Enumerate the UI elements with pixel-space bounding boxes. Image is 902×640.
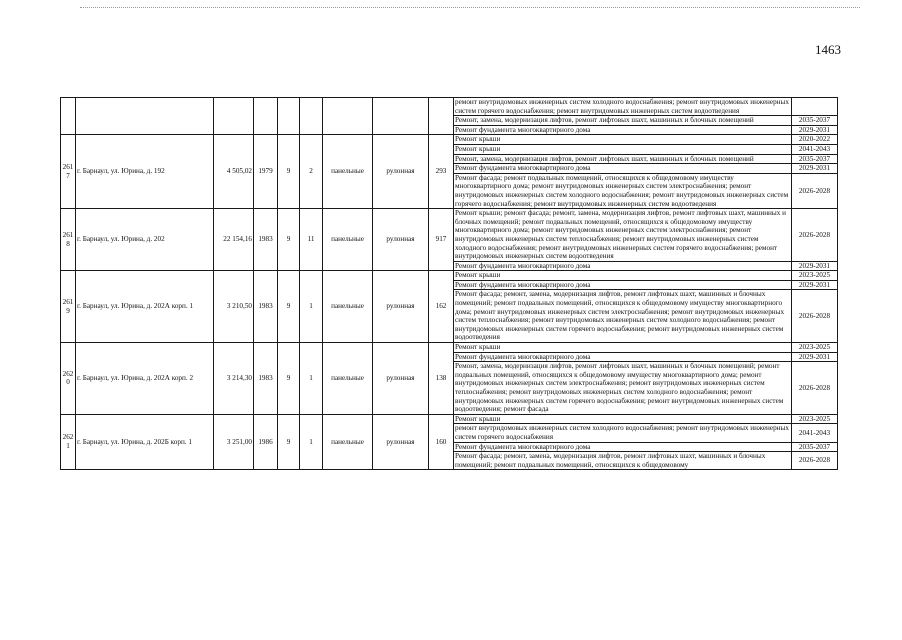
- work-period-cell: 2029-2031: [792, 280, 838, 290]
- residents-cell: 293: [429, 135, 454, 209]
- year-built-cell: 1983: [254, 271, 278, 343]
- area-cell: 22 154,16: [214, 209, 254, 271]
- house-number-cell: 261 8: [61, 209, 76, 271]
- work-description-cell: Ремонт фундамента многоквартирного дома: [454, 280, 792, 290]
- work-period-cell: 2023-2025: [792, 343, 838, 353]
- work-period-cell: 2029-2031: [792, 125, 838, 135]
- table-row: [61, 98, 838, 116]
- work-period-cell: 2026-2028: [792, 209, 838, 262]
- entrances-cell: 1: [300, 343, 323, 415]
- year-built-cell: 1983: [254, 209, 278, 271]
- work-period-cell: 2029-2031: [792, 164, 838, 174]
- roof-type-cell: рулонная: [373, 343, 429, 415]
- floors-cell: 9: [278, 343, 300, 415]
- work-period-cell: 2026-2028: [792, 290, 838, 343]
- work-description-cell: Ремонт, замена, модернизация лифтов, ремонт лифтовых шахт, машинных и блочных помещений; ремонт подвальных помещений, относящихся к общедомовому имуществу многоквартирного дома; ремонт внутридомовых инженерных систем электроснабжения; ремонт внутридомовых инженерных систем теплоснабжения; ремонт внутридомовых инженерных систем холодного водоснабжения; ремонт внутридомовых инженерных систем горячего водоснабжения; ремонт внутридомовых инженерных систем водоотведения; ремонт фасада: [454, 362, 792, 415]
- scan-top-edge: [80, 7, 860, 8]
- year-built-cell: 1979: [254, 135, 278, 209]
- table-body: [61, 98, 838, 470]
- table-row: [61, 135, 838, 145]
- entrances-cell: [300, 98, 323, 135]
- entrances-cell: 2: [300, 135, 323, 209]
- house-number-cell: 262 0: [61, 343, 76, 415]
- work-period-cell: 2035-2037: [792, 116, 838, 126]
- residents-cell: [429, 98, 454, 135]
- wall-material-cell: панельные: [323, 135, 373, 209]
- wall-material-cell: [323, 98, 373, 135]
- work-period-cell: 2026-2028: [792, 173, 838, 208]
- area-cell: 4 505,02: [214, 135, 254, 209]
- wall-material-cell: панельные: [323, 271, 373, 343]
- area-cell: 3 210,50: [214, 271, 254, 343]
- work-period-cell: 2041-2043: [792, 144, 838, 154]
- entrances-cell: 1: [300, 271, 323, 343]
- house-number-cell: 262 1: [61, 414, 76, 470]
- table-row: [61, 343, 838, 353]
- entrances-cell: 11: [300, 209, 323, 271]
- work-description-cell: Ремонт фундамента многоквартирного дома: [454, 352, 792, 362]
- work-description-cell: Ремонт крыши: [454, 144, 792, 154]
- roof-type-cell: [373, 98, 429, 135]
- year-built-cell: 1983: [254, 343, 278, 415]
- work-description-cell: Ремонт крыши: [454, 414, 792, 424]
- page-number: 1463: [815, 42, 841, 57]
- residents-cell: 162: [429, 271, 454, 343]
- table-row: [61, 271, 838, 281]
- work-description-cell: Ремонт, замена, модернизация лифтов, ремонт лифтовых шахт, машинных и блочных помещений: [454, 116, 792, 126]
- area-cell: 3 251,00: [214, 414, 254, 470]
- work-description-cell: Ремонт фундамента многоквартирного дома: [454, 125, 792, 135]
- work-description-cell: Ремонт фасада; ремонт, замена, модернизация лифтов, ремонт лифтовых шахт, машинных и блочных помещений; ремонт подвальных помещений, относящихся к общедомовому: [454, 452, 792, 470]
- work-description-cell: Ремонт, замена, модернизация лифтов, ремонт лифтовых шахт, машинных и блочных помещений: [454, 154, 792, 164]
- work-period-cell: 2023-2025: [792, 271, 838, 281]
- address-cell: г. Барнаул, ул. Юрина, д. 202Б корп. 1: [76, 414, 214, 470]
- work-description-cell: Ремонт фундамента многоквартирного дома: [454, 164, 792, 174]
- floors-cell: 9: [278, 209, 300, 271]
- table-row: [61, 209, 838, 262]
- work-description-cell: Ремонт фасада; ремонт, замена, модернизация лифтов, ремонт лифтовых шахт, машинных и блочных помещений; ремонт подвальных помещений, относящихся к общедомовому имуществу многоквартирного дома; ремонт внутридомовых инженерных систем электроснабжения; ремонт внутридомовых инженерных систем теплоснабжения; ремонт внутридомовых инженерных систем холодного водоснабжения; ремонт внутридомовых инженерных систем горячего водоснабжения; ремонт внутридомовых инженерных систем водоотведения: [454, 290, 792, 343]
- entrances-cell: 1: [300, 414, 323, 470]
- house-number-cell: 261 9: [61, 271, 76, 343]
- address-cell: г. Барнаул, ул. Юрина, д. 202: [76, 209, 214, 271]
- work-period-cell: 2029-2031: [792, 261, 838, 271]
- work-description-cell: Ремонт крыши: [454, 343, 792, 353]
- work-description-cell: ремонт внутридомовых инженерных систем холодного водоснабжения; ремонт внутридомовых инженерных систем горячего водоснабжения; ремонт внутридомовых инженерных систем водоотведения: [454, 98, 792, 116]
- work-period-cell: 2035-2037: [792, 442, 838, 452]
- house-number-cell: 261 7: [61, 135, 76, 209]
- work-description-cell: Ремонт крыши; ремонт фасада; ремонт, замена, модернизация лифтов, ремонт лифтовых шахт, машинных и блочных помещений; ремонт подвальных помещений, относящихся к общедомовому имуществу многоквартирного дома; ремонт внутридомовых инженерных систем электроснабжения; ремонт внутридомовых инженерных систем теплоснабжения; ремонт внутридомовых инженерных систем холодного водоснабжения; ремонт внутридомовых инженерных систем горячего водоснабжения; ремонт внутридомовых инженерных систем водоотведения: [454, 209, 792, 262]
- area-cell: 3 214,30: [214, 343, 254, 415]
- work-description-cell: Ремонт фундамента многоквартирного дома: [454, 442, 792, 452]
- wall-material-cell: панельные: [323, 343, 373, 415]
- work-period-cell: 2029-2031: [792, 352, 838, 362]
- residents-cell: 160: [429, 414, 454, 470]
- wall-material-cell: панельные: [323, 209, 373, 271]
- address-cell: [76, 98, 214, 135]
- work-description-cell: ремонт внутридомовых инженерных систем холодного водоснабжения; ремонт внутридомовых инженерных систем горячего водоснабжения: [454, 424, 792, 442]
- house-number-cell: [61, 98, 76, 135]
- work-period-cell: 2026-2028: [792, 362, 838, 415]
- roof-type-cell: рулонная: [373, 271, 429, 343]
- work-period-cell: 2041-2043: [792, 424, 838, 442]
- work-description-cell: Ремонт фундамента многоквартирного дома: [454, 261, 792, 271]
- work-period-cell: 2035-2037: [792, 154, 838, 164]
- area-cell: [214, 98, 254, 135]
- floors-cell: 9: [278, 414, 300, 470]
- year-built-cell: [254, 98, 278, 135]
- work-period-cell: [792, 98, 838, 116]
- work-period-cell: 2020-2022: [792, 135, 838, 145]
- floors-cell: 9: [278, 135, 300, 209]
- repair-schedule-table: [60, 97, 838, 470]
- work-description-cell: Ремонт крыши: [454, 135, 792, 145]
- roof-type-cell: рулонная: [373, 414, 429, 470]
- wall-material-cell: панельные: [323, 414, 373, 470]
- roof-type-cell: рулонная: [373, 135, 429, 209]
- work-description-cell: Ремонт крыши: [454, 271, 792, 281]
- floors-cell: 9: [278, 271, 300, 343]
- work-period-cell: 2026-2028: [792, 452, 838, 470]
- address-cell: г. Барнаул, ул. Юрина, д. 202А корп. 2: [76, 343, 214, 415]
- residents-cell: 138: [429, 343, 454, 415]
- floors-cell: [278, 98, 300, 135]
- residents-cell: 917: [429, 209, 454, 271]
- year-built-cell: 1986: [254, 414, 278, 470]
- work-period-cell: 2023-2025: [792, 414, 838, 424]
- address-cell: г. Барнаул, ул. Юрина, д. 192: [76, 135, 214, 209]
- address-cell: г. Барнаул, ул. Юрина, д. 202А корп. 1: [76, 271, 214, 343]
- table-row: [61, 414, 838, 424]
- work-description-cell: Ремонт фасада; ремонт подвальных помещений, относящихся к общедомовому имуществу многоквартирного дома; ремонт внутридомовых инженерных систем электроснабжения; ремонт внутридомовых инженерных систем холодного водоснабжения; ремонт внутридомовых инженерных систем горячего водоснабжения; ремонт внутридомовых инженерных систем водоотведения: [454, 173, 792, 208]
- roof-type-cell: рулонная: [373, 209, 429, 271]
